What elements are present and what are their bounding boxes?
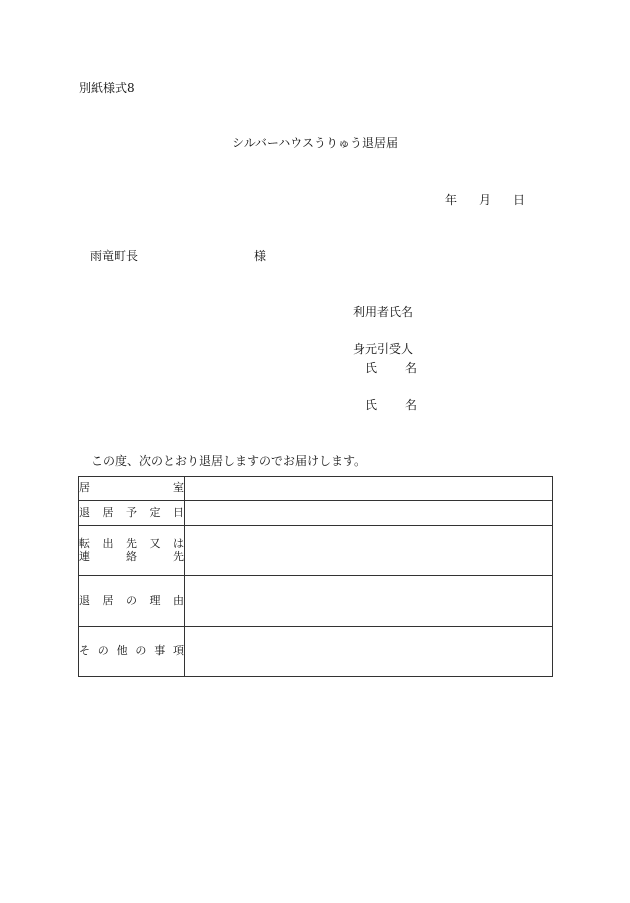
document-title: シルバーハウスうりゅう退居届 (232, 136, 398, 150)
label-char: 他 (116, 644, 128, 658)
table-row-room (79, 477, 553, 501)
row-value-reason[interactable] (185, 576, 553, 627)
label-char: 室 (173, 481, 184, 495)
label-char: 先 (173, 549, 184, 563)
row-value-other-matters[interactable] (185, 627, 553, 677)
row-value-forwarding-address[interactable] (185, 526, 553, 576)
row-label-move-out-date (79, 501, 185, 526)
label-char: 連 (79, 549, 90, 563)
row-label-other-matters (79, 627, 185, 677)
label-char: 項 (172, 644, 184, 658)
label-char: 先 (126, 536, 137, 550)
label-char: 絡 (126, 549, 137, 563)
table-row-other-matters (79, 627, 553, 677)
label-char: 予 (126, 505, 137, 519)
guarantor-label: 身元引受人 (353, 342, 414, 356)
name-label (365, 399, 417, 411)
date-line (445, 194, 525, 206)
row-label-room (79, 477, 185, 501)
row-label-forwarding-address (79, 526, 185, 576)
label-line (79, 482, 184, 495)
label-char: の (126, 593, 137, 607)
label-char: の (135, 644, 147, 658)
label-char: 理 (149, 593, 161, 607)
row-label-reason (79, 576, 185, 627)
row-value-room[interactable] (185, 477, 553, 501)
label-line (79, 538, 184, 551)
label-char: 日 (173, 505, 184, 519)
label-char: 転 (79, 536, 90, 550)
intro-text: この度、次のとおり退居しますのでお届けします。 (91, 454, 367, 468)
date-day: 日 (513, 193, 526, 207)
label-char: の (97, 644, 109, 658)
table-row-reason (79, 576, 553, 627)
table-row-forwarding-address (79, 526, 553, 576)
label-char: 定 (149, 505, 161, 519)
date-month: 月 (479, 193, 492, 207)
label-line (79, 645, 184, 658)
label-char: 出 (102, 536, 114, 550)
row-value-move-out-date[interactable] (185, 501, 553, 526)
name-char-2: 名 (405, 398, 418, 412)
label-char: 退 (79, 505, 90, 519)
date-year: 年 (445, 193, 458, 207)
guarantor-name-char-1: 氏 (365, 361, 378, 375)
label-char: 事 (154, 644, 166, 658)
label-char: 居 (79, 481, 90, 495)
guarantor-name-char-2: 名 (405, 361, 418, 375)
name-char-1: 氏 (365, 398, 378, 412)
label-char: は (173, 536, 184, 550)
label-char: 由 (173, 593, 184, 607)
form-id: 別紙様式8 (79, 81, 135, 95)
table-row-move-out-date (79, 501, 553, 526)
label-char: 居 (102, 505, 114, 519)
addressee: 雨竜町長 (90, 249, 139, 263)
label-char: 退 (79, 593, 90, 607)
label-line (79, 507, 184, 520)
label-line (79, 595, 184, 608)
label-char: 又 (149, 536, 161, 550)
guarantor-name-label (365, 362, 417, 374)
notice-table (78, 476, 553, 677)
honorific: 様 (254, 249, 267, 263)
label-char: 居 (102, 593, 114, 607)
label-char: そ (79, 644, 90, 658)
label-line (79, 551, 184, 564)
user-name-label: 利用者氏名 (353, 305, 414, 319)
